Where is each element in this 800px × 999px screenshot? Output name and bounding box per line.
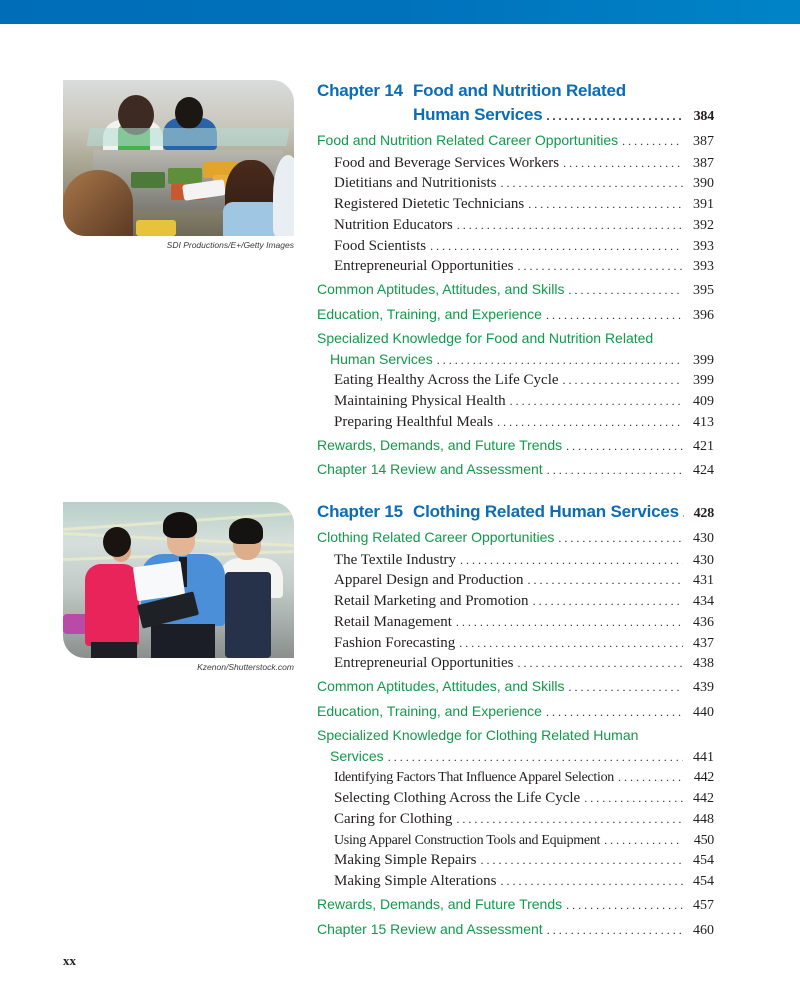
chapter-title: Human Services: [413, 105, 543, 124]
toc-subsection[interactable]: [317, 767, 714, 788]
chapter-title: Food and Nutrition Related: [413, 81, 626, 100]
toc-section[interactable]: [317, 892, 714, 917]
page-number: 399: [693, 373, 714, 389]
page-number: 393: [693, 259, 714, 275]
subsection-label: Apparel Design and Production: [334, 572, 524, 589]
clothing-factory-photo: [63, 502, 294, 658]
page-number: 409: [693, 394, 714, 410]
toc-subsection[interactable]: [317, 570, 714, 591]
food-tray: [168, 168, 202, 184]
toc-subsection[interactable]: [317, 633, 714, 654]
page-number: 448: [693, 811, 714, 827]
page-number: 430: [693, 552, 714, 568]
toc-section-continued[interactable]: [317, 349, 714, 370]
page-number: 460: [693, 922, 714, 938]
subsection-label: Identifying Factors That Influence Apparel Selection: [334, 770, 614, 786]
subsection-label: Making Simple Alterations: [334, 873, 497, 890]
subsection-label: Entrepreneurial Opportunities: [334, 258, 514, 275]
page-number: 434: [693, 594, 714, 610]
page-folio: xx: [63, 953, 76, 968]
leader-dots: [459, 633, 683, 654]
section-label: Food and Nutrition Related Career Opportunities: [317, 132, 619, 148]
leader-dots: [546, 303, 683, 328]
leader-dots: [558, 526, 683, 551]
toc-subsection[interactable]: [317, 173, 714, 194]
leader-dots: [547, 105, 684, 127]
worker-apron: [225, 572, 271, 658]
cafeteria-photo-block: [63, 80, 294, 250]
child-figure: [273, 155, 294, 236]
page-number: 442: [693, 770, 714, 786]
subsection-label: Registered Dietetic Technicians: [334, 196, 525, 213]
page-number: 390: [693, 176, 714, 192]
page-number: 437: [693, 635, 714, 651]
toc-section[interactable]: [317, 699, 714, 724]
toc-subsection[interactable]: [317, 194, 714, 215]
leader-dots: [437, 350, 683, 371]
leader-dots: [566, 434, 683, 459]
page-number: 442: [693, 791, 714, 807]
subsection-label: Caring for Clothing: [334, 810, 453, 827]
subsection-label: Retail Marketing and Promotion: [334, 593, 529, 610]
page-number: 421: [693, 438, 714, 454]
section-label: Education, Training, and Experience: [317, 702, 542, 719]
photo-credit: SDI Productions/E+/Getty Images: [166, 240, 294, 250]
cafeteria-photo: [63, 80, 294, 236]
sneeze-guard: [86, 128, 289, 146]
chapter-title: Clothing Related Human Services: [413, 502, 679, 521]
chapter-14-heading[interactable]: [317, 80, 714, 104]
section-label: Common Aptitudes, Attitudes, and Skills: [317, 678, 565, 695]
section-label: Specialized Knowledge for Clothing Related Human: [317, 727, 639, 744]
page-number: 424: [693, 463, 714, 479]
leader-dots: [547, 918, 683, 943]
toc-section[interactable]: [317, 302, 714, 327]
toc-subsection[interactable]: [317, 830, 714, 851]
leader-dots: [497, 412, 683, 433]
page-number: 395: [693, 283, 714, 299]
photo-credit: Kzenon/Shutterstock.com: [197, 662, 294, 672]
leader-dots: [456, 612, 683, 633]
page-number: 428: [693, 506, 714, 521]
leader-dots: [518, 653, 683, 674]
page-number: 430: [693, 531, 714, 546]
leader-dots: [501, 871, 684, 892]
toc-subsection[interactable]: [317, 391, 714, 412]
page-number: 454: [693, 874, 714, 890]
leader-dots: [584, 788, 683, 809]
leader-dots: [568, 278, 683, 303]
toc-section[interactable]: [317, 725, 714, 746]
page-number: 387: [693, 134, 714, 149]
page-number: 457: [693, 898, 714, 914]
subsection-label: Fashion Forecasting: [334, 634, 456, 651]
clothing-photo-block: [63, 502, 294, 672]
toc-section[interactable]: [317, 525, 714, 550]
chapter-15-heading[interactable]: [317, 501, 714, 525]
food-tray: [131, 172, 165, 188]
leader-dots: [568, 675, 683, 700]
leader-dots: [457, 215, 683, 236]
leader-dots: [460, 550, 683, 571]
toc-subsection[interactable]: [317, 370, 714, 391]
chapter-14-toc: [317, 80, 714, 482]
toc-subsection[interactable]: [317, 412, 714, 433]
subsection-label: Food and Beverage Services Workers: [334, 154, 560, 171]
leader-dots: [456, 809, 683, 830]
leader-dots: [518, 256, 683, 277]
leader-dots: [430, 236, 683, 257]
leader-dots: [533, 591, 683, 612]
page-number: 387: [693, 155, 714, 171]
page-number: 413: [693, 414, 714, 430]
subsection-label: Using Apparel Construction Tools and Equipment: [334, 832, 601, 848]
page-number: 436: [693, 614, 714, 630]
designer-top: [85, 564, 139, 646]
subsection-label: Nutrition Educators: [334, 216, 453, 233]
page-number: 391: [693, 197, 714, 213]
chapter-14-heading-line2[interactable]: [317, 104, 714, 128]
subsection-label: Eating Healthy Across the Life Cycle: [334, 372, 559, 389]
toc-subsection[interactable]: [317, 809, 714, 830]
subsection-label: Retail Management: [334, 613, 452, 630]
toc-section[interactable]: [317, 674, 714, 699]
section-label: Services: [330, 748, 384, 765]
child-figure: [63, 170, 133, 236]
chapter-15-toc: [317, 501, 714, 941]
page-number: 454: [693, 853, 714, 869]
chapter-number: Chapter 15: [317, 502, 403, 521]
toc-subsection[interactable]: [317, 653, 714, 674]
subsection-label: Food Scientists: [334, 237, 427, 254]
toc-subsection[interactable]: [317, 153, 714, 174]
page-number: 384: [693, 109, 714, 124]
toc-subsection[interactable]: [317, 256, 714, 277]
section-label: Rewards, Demands, and Future Trends: [317, 896, 563, 913]
toc-section[interactable]: [317, 917, 714, 942]
leader-dots: [618, 767, 683, 788]
toc-subsection[interactable]: [317, 612, 714, 633]
subsection-label: Preparing Healthful Meals: [334, 413, 494, 430]
toc-section-continued[interactable]: [317, 746, 714, 767]
leader-dots: [546, 700, 683, 725]
toc-subsection[interactable]: [317, 850, 714, 871]
page-number: 441: [693, 750, 714, 766]
manager-pants: [151, 624, 215, 658]
designer-pants: [91, 642, 137, 658]
page-number: 431: [693, 573, 714, 589]
leader-dots: [563, 370, 683, 391]
toc-subsection[interactable]: [317, 788, 714, 809]
section-label: Chapter 15 Review and Assessment: [317, 920, 543, 937]
leader-dots: [547, 458, 683, 483]
leader-dots: [388, 747, 683, 768]
page-number: 450: [693, 832, 714, 848]
server-head: [175, 97, 203, 129]
toc-section[interactable]: [317, 128, 714, 153]
page-number: 399: [693, 353, 714, 369]
page-number: 392: [693, 217, 714, 233]
page-number: 440: [693, 704, 714, 720]
subsection-label: Making Simple Repairs: [334, 852, 477, 869]
toc-section[interactable]: [317, 433, 714, 458]
toc-subsection[interactable]: [317, 591, 714, 612]
toc-subsection[interactable]: [317, 550, 714, 571]
chapter-number: Chapter 14: [317, 81, 403, 100]
food-tray: [136, 220, 176, 236]
toc-section[interactable]: [317, 457, 714, 482]
section-label: Human Services: [330, 351, 433, 368]
subsection-label: Entrepreneurial Opportunities: [334, 655, 514, 672]
leader-dots: [481, 850, 684, 871]
worker-hair: [229, 518, 263, 544]
leader-dots: [510, 391, 683, 412]
leader-dots: [501, 173, 684, 194]
toc-subsection[interactable]: [317, 871, 714, 892]
page-number: 438: [693, 656, 714, 672]
section-label: Chapter 14 Review and Assessment: [317, 461, 543, 478]
section-label: Specialized Knowledge for Food and Nutrition Related: [317, 330, 654, 347]
header-band: [0, 0, 800, 24]
toc-subsection[interactable]: [317, 215, 714, 236]
leader-dots: [528, 570, 683, 591]
leader-dots: [528, 194, 683, 215]
subsection-label: Dietitians and Nutritionists: [334, 175, 497, 192]
section-label: Clothing Related Career Opportunities: [317, 529, 555, 545]
leader-dots: [622, 129, 683, 154]
toc-subsection[interactable]: [317, 236, 714, 257]
subsection-label: The Textile Industry: [334, 551, 456, 568]
section-label: Common Aptitudes, Attitudes, and Skills: [317, 281, 565, 298]
leader-dots: [566, 893, 683, 918]
page-number: 439: [693, 680, 714, 696]
section-label: Education, Training, and Experience: [317, 305, 542, 322]
subsection-label: Selecting Clothing Across the Life Cycle: [334, 790, 581, 807]
subsection-label: Maintaining Physical Health: [334, 393, 506, 410]
leader-dots: [563, 153, 683, 174]
section-label: Rewards, Demands, and Future Trends: [317, 436, 563, 453]
toc-section[interactable]: [317, 277, 714, 302]
leader-dots: [604, 830, 683, 851]
designer-hair: [103, 527, 131, 557]
page-number: 396: [693, 307, 714, 323]
toc-section[interactable]: [317, 328, 714, 349]
manager-hair: [163, 512, 197, 538]
page-number: 393: [693, 238, 714, 254]
